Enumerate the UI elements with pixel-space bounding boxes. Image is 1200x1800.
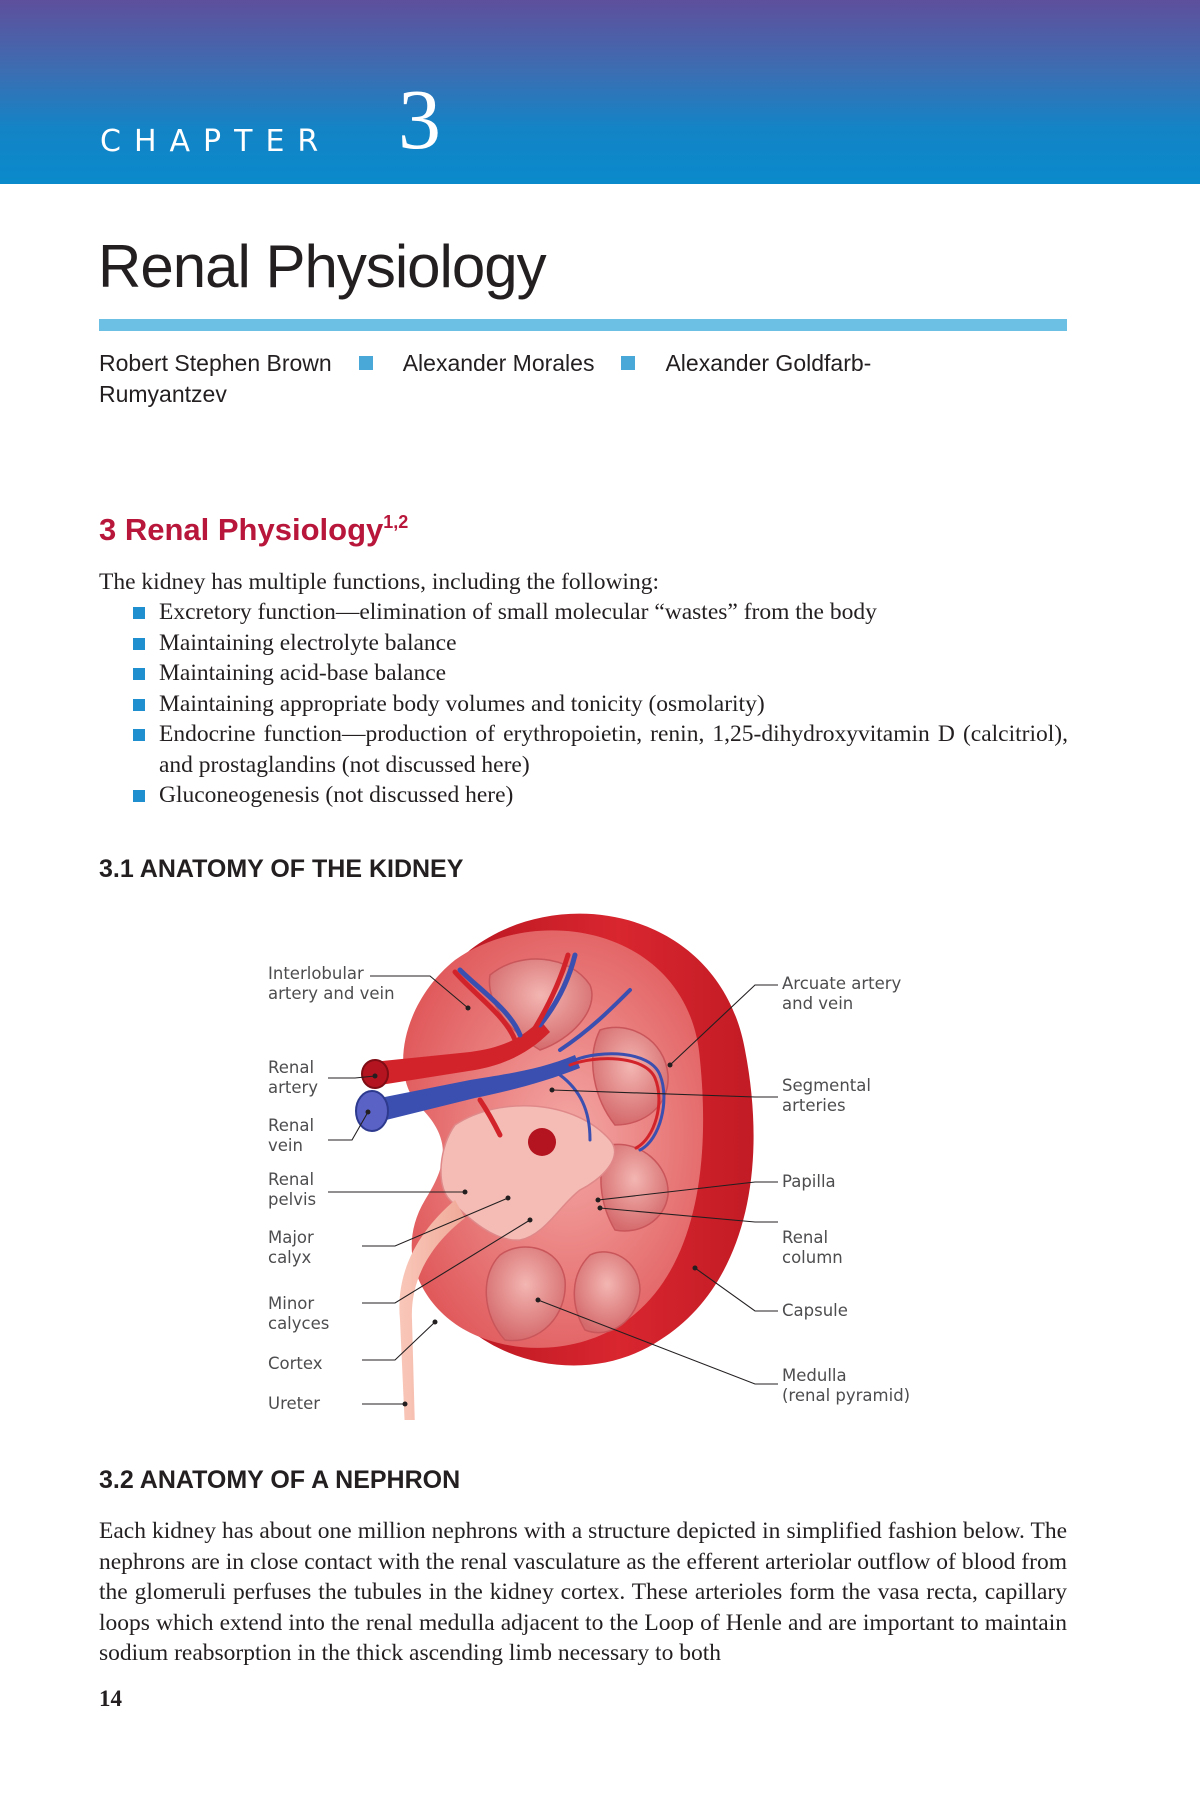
reference-superscript: 1,2 <box>383 512 409 532</box>
list-item: Excretory function—elimination of small molecular “wastes” from the body <box>133 597 1068 628</box>
label-medulla: Medulla (renal pyramid) <box>782 1366 911 1405</box>
list-item: Gluconeogenesis (not discussed here) <box>133 780 1068 811</box>
label-renal-pelvis: Renal pelvis <box>268 1170 317 1209</box>
nephron-paragraph: Each kidney has about one million nephrons with a structure depicted in simplified fashion below. The nephrons are in close contact with the renal vasculature as the efferent arteriolar outflow of blood from the glomeruli perfuses the tubules in the kidney cortex. These arterioles form the vasa recta, capillary loops which extend into the renal medulla adjacent to the Loop of Henle and are important to maintain sodium reabsorption in the thick ascending limb necessary to both <box>99 1518 1067 1667</box>
title-rule <box>99 319 1067 331</box>
label-interlobular: Interlobular artery and vein <box>268 964 395 1003</box>
label-arcuate: Arcuate artery and vein <box>782 974 902 1013</box>
chapter-banner <box>0 0 1200 184</box>
label-renal-vein: Renal vein <box>268 1116 315 1155</box>
author-list <box>99 348 999 410</box>
label-cortex: Cortex <box>268 1354 323 1373</box>
author-name: Alexander Goldfarb-Rumyantzev <box>99 350 872 407</box>
list-item: Maintaining electrolyte balance <box>133 628 1068 659</box>
section-heading <box>99 512 408 548</box>
label-capsule: Capsule <box>782 1301 848 1320</box>
list-item: Maintaining acid-base balance <box>133 658 1068 689</box>
intro-text: The kidney has multiple functions, including the following: <box>99 569 659 595</box>
chapter-title: Renal Physiology <box>98 233 546 300</box>
separator-square-icon <box>359 356 373 370</box>
kidney-illustration <box>0 900 1200 1420</box>
section-title: 3 Renal Physiology <box>99 512 384 547</box>
author-name: Robert Stephen Brown <box>99 350 332 376</box>
list-item: Endocrine function—production of erythropoietin, renin, 1,25-dihydroxyvitamin D (calcitriol), and prostaglandins (not discussed here) <box>133 719 1068 780</box>
label-renal-artery: Renal artery <box>268 1058 319 1097</box>
page-number: 14 <box>99 1686 122 1711</box>
list-item: Maintaining appropriate body volumes and tonicity (osmolarity) <box>133 689 1068 720</box>
author-name: Alexander Morales <box>402 350 595 376</box>
label-renal-column: Renal column <box>782 1228 843 1267</box>
separator-square-icon <box>621 356 635 370</box>
kidney-figure <box>0 900 1200 1420</box>
calyx-opening <box>528 1128 556 1156</box>
label-major-calyx: Major calyx <box>268 1228 314 1267</box>
label-ureter: Ureter <box>268 1394 321 1413</box>
label-minor-calyces: Minor calyces <box>268 1294 330 1333</box>
chapter-word: CHAPTER <box>100 124 332 159</box>
chapter-number: 3 <box>398 71 441 167</box>
subsection-heading-nephron: 3.2 ANATOMY OF A NEPHRON <box>99 1466 461 1494</box>
label-papilla: Papilla <box>782 1172 836 1191</box>
function-list <box>133 597 1068 811</box>
subsection-heading-kidney: 3.1 ANATOMY OF THE KIDNEY <box>99 855 464 883</box>
label-segmental: Segmental arteries <box>782 1076 871 1115</box>
